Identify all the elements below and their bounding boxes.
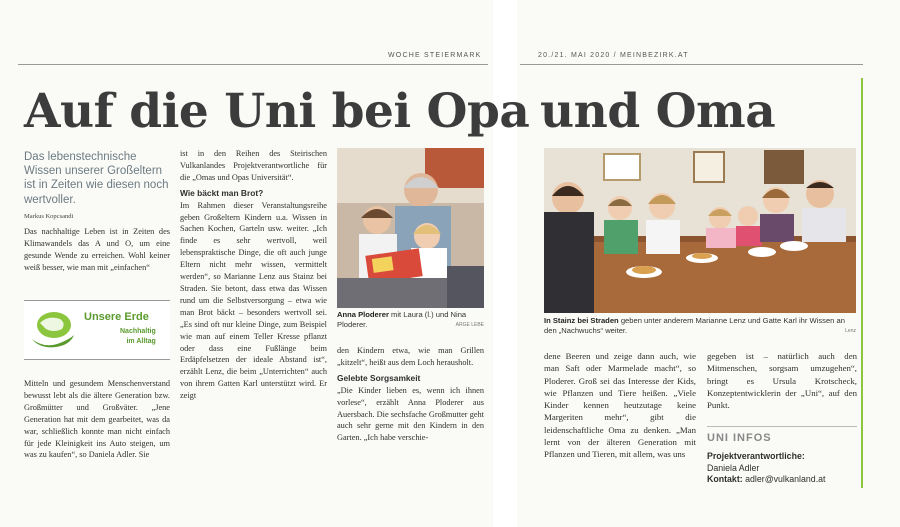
byline: Markus Kopcsandi xyxy=(24,213,74,220)
right-header-rule xyxy=(520,64,863,65)
info-contact-label: Kontakt: xyxy=(707,474,743,484)
left-header-rule xyxy=(18,64,488,65)
column-1-continuation-text: Mitteln und gesundem Menschenverstand bewusst lebt als die ältere Generation bzw. Großmütter und Großväter. „Jene Generation hat mit dem gearbeitet, was da war, schließlich konnte man nicht einfach für jede Kleinigkeit ins Auto steigen, um was zu kaufen“, so Daniela Adler. Sie xyxy=(24,379,170,460)
info-box-rule xyxy=(707,426,857,427)
column-3 xyxy=(337,345,484,444)
column-5 xyxy=(707,350,857,411)
photo-1-caption-text: mit Laura (l.) und Nina Ploderer. xyxy=(337,310,467,329)
badge-subtitle xyxy=(120,327,156,347)
info-box-title: UNI INFOS xyxy=(707,432,772,444)
column-5-text: gegeben ist – natürlich auch den Mitmenschen, sorgsam umzugehen“, bringt es Ursula Krotscheck, Konzeptentwicklerin der „Uni“, auf den Punkt. xyxy=(707,351,857,411)
column-3-subhead: Gelebte Sorgsamkeit xyxy=(337,372,421,383)
column-3-paragraph-2: „Die Kinder lieben es, wenn ich ihnen vorlese“, erzählt Anna Ploderer aus Auersbach. Die sechsfache Großmutter geht auch sehr gerne mit den Kindern in den Garten. „Ich habe verschie- xyxy=(337,385,484,443)
column-3-paragraph-1: den Kindern etwa, wie man Grillen „kitzelt“, heißt aus dem Loch herausholt. xyxy=(337,346,484,367)
badge-line-2: im Alltag xyxy=(126,338,156,345)
column-1-intro xyxy=(24,226,170,274)
column-1-continuation xyxy=(24,378,170,461)
unsere-erde-badge xyxy=(24,300,170,360)
photo-1-caption-bold: Anna Ploderer xyxy=(337,310,389,319)
column-2-paragraph-1: ist in den Reihen des Steirischen Vulkanlandes Projektverantwortliche für die „Omas und Opas Universität“. xyxy=(180,149,327,182)
column-4-text: dene Beeren und zeige dann auch, wie man Saft oder Marmelade macht“, so Ploderer. Groß sei das Interesse der Kids, wie Pflanzen und Tiere heißen. „Viele Kinder kennen heutzutage keine Margeriten mehr“, gibt die leidenschaftliche Oma zu denken. „Man lernt von der älteren Generation mit Pflanzen und Tieren, mit allem, was uns xyxy=(544,351,696,460)
page-gutter xyxy=(493,0,517,527)
column-2-subhead: Wie bäckt man Brot? xyxy=(180,187,264,198)
earth-hands-icon xyxy=(30,309,76,349)
page-accent-bar xyxy=(861,78,863,488)
column-2 xyxy=(180,148,327,402)
lead-paragraph: Das lebenstechnische Wissen unserer Großeltern ist in Zeiten wie diesen noch wertvoller. xyxy=(24,151,169,206)
right-running-head: 20./21. MAI 2020 / MEINBEZIRK.AT xyxy=(538,52,689,59)
headline-part-2: und Oma xyxy=(540,84,776,139)
photo-1-credit: ARGE LEBE xyxy=(455,322,484,328)
info-contact-value: adler@vulkanland.at xyxy=(745,474,826,484)
photo-grandmother-children xyxy=(337,148,484,308)
info-name: Daniela Adler xyxy=(707,462,760,473)
photo-family-at-table xyxy=(544,148,856,313)
photo-2-caption-bold: In Stainz bei Straden xyxy=(544,316,619,325)
column-4 xyxy=(544,350,696,461)
headline-part-1: Auf die Uni bei Opa xyxy=(24,84,530,139)
info-role-label: Projektverantwortliche: xyxy=(707,451,805,461)
photo-2-caption xyxy=(544,316,856,336)
info-box xyxy=(707,451,857,486)
photo-1-caption xyxy=(337,310,484,330)
badge-line-1: Nachhaltig xyxy=(120,328,156,335)
column-1-intro-text: Das nachhaltige Leben ist in Zeiten des Klimawandels das A und O, um eine gesunde Wende zu erreichen. Wohl keiner weiß besser, wie man mit „einfachen“ xyxy=(24,227,170,272)
badge-title: Unsere Erde xyxy=(84,311,149,323)
photo-2-credit: Lenz xyxy=(845,328,856,334)
photo-2-caption-text: geben unter anderem Marianne Lenz und Gatte Karl ihr Wissen an den „Nachwuchs“ weiter. xyxy=(544,316,845,335)
left-running-head: WOCHE STEIERMARK xyxy=(388,52,482,59)
column-2-paragraph-2: Im Rahmen dieser Veranstaltungsreihe geben Großeltern Kindern u.a. Wissen in Sachen Kochen, Garteln usw. weiter. „Ich finde es sehr wertvoll, weil lebenspraktische Dinge, die oft auch junge Eltern nicht mehr wissen, vermittelt werden“, so Marianne Lenz aus Stainz bei Straden. Sie betont, dass etwa das Wissen rund um die Selbstversorgung – etwa wie man Brot bäckt – besonders wertvoll sei. „Es sind oft nur kleine Dinge, zum Beispiel wie man auf einem Teller Kresse pflanzt oder dass eine Fußlänge beim Erdäpfelsetzen der ideale Abstand ist“, erzählt Lenz, die beim „Unterrichten“ auch von ihrem Gatten Karl unterstützt wird. Er zeigt xyxy=(180,200,327,401)
